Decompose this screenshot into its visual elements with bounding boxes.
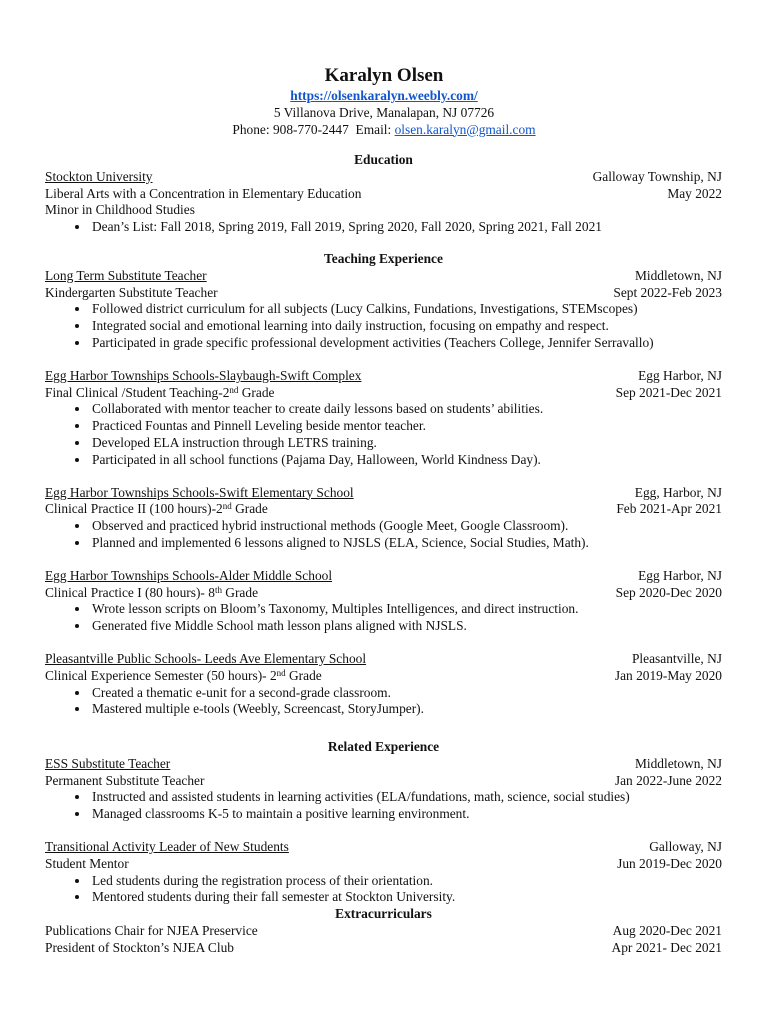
minor: Minor in Childhood Studies (45, 202, 195, 218)
list-item: • Collaborated with mentor teacher to create daily lessons based on students’ abilities. (90, 401, 722, 418)
entry-dates: Sep 2021-Dec 2021 (615, 384, 722, 400)
extracurricular-item (45, 940, 722, 957)
entry-location: Pleasantville, NJ (631, 650, 722, 666)
extracurricular-title: President of Stockton’s NJEA Club (45, 939, 234, 955)
entry-bullets (45, 789, 722, 823)
list-item: • Followed district curriculum for all subjects (Lucy Calkins, Fundations, Investigations, STEMscopes) (90, 301, 722, 318)
degree: Liberal Arts with a Concentration in Elementary Education (45, 185, 362, 201)
list-item: • Participated in all school functions (Pajama Day, Halloween, World Kindness Day). (90, 452, 722, 469)
list-item: • Participated in grade specific professional development activities (Teachers College, Jennifer Serravallo) (90, 335, 722, 352)
entry-dates: Sept 2022-Feb 2023 (613, 284, 722, 300)
address: 5 Villanova Drive, Manalapan, NJ 07726 (273, 104, 495, 120)
related-section (45, 739, 722, 957)
candidate-name: Karalyn Olsen (324, 65, 444, 86)
entry-bullets (45, 601, 722, 635)
entry-org: Long Term Substitute Teacher (45, 267, 207, 283)
experience-entry (45, 839, 722, 906)
entry-role: Clinical Experience Semester (50 hours)- 2nd Grade (45, 667, 322, 683)
list-item: • Wrote lesson scripts on Bloom’s Taxonomy, Multiples Intelligences, and direct instruction. (90, 601, 722, 618)
list-item: • Managed classrooms K-5 to maintain a positive learning environment. (90, 806, 722, 823)
entry-bullets (45, 873, 722, 907)
experience-entry (45, 268, 722, 352)
extracurricular-title: Publications Chair for NJEA Preservice (45, 922, 258, 938)
entry-org: Egg Harbor Townships Schools-Alder Middle School (45, 567, 333, 583)
entry-dates: Jan 2019-May 2020 (614, 667, 722, 683)
entry-role: Permanent Substitute Teacher (45, 772, 205, 788)
entry-location: Egg, Harbor, NJ (634, 484, 722, 500)
entry-bullets (45, 301, 722, 351)
experience-entry (45, 568, 722, 635)
education-section (45, 152, 722, 236)
entry-dates: Sep 2020-Dec 2020 (615, 584, 722, 600)
graduation-date: May 2022 (667, 185, 722, 201)
list-item: • Integrated social and emotional learning into daily instruction, focusing on empathy and respect. (90, 318, 722, 335)
entry-dates: Feb 2021-Apr 2021 (616, 501, 722, 517)
entry-org: ESS Substitute Teacher (45, 755, 171, 771)
school-name: Stockton University (45, 168, 153, 184)
school-location: Galloway Township, NJ (592, 168, 722, 184)
list-item: • Generated five Middle School math lesson plans aligned with NJSLS. (90, 618, 722, 635)
entry-dates: Jun 2019-Dec 2020 (617, 855, 722, 871)
entry-location: Galloway, NJ (649, 838, 722, 854)
entry-org: Egg Harbor Townships Schools-Swift Elementary School (45, 484, 354, 500)
entry-org: Pleasantville Public Schools- Leeds Ave Elementary School (45, 650, 367, 666)
entry-org: Transitional Activity Leader of New Students (45, 838, 289, 854)
entry-role: Student Mentor (45, 855, 129, 871)
list-item: • Planned and implemented 6 lessons aligned to NJSLS (ELA, Science, Social Studies, Math). (90, 535, 722, 552)
list-item: • Instructed and assisted students in learning activities (ELA/fundations, math, science, social studies) (90, 789, 722, 806)
phone-label: Phone: (232, 121, 270, 137)
experience-entry (45, 368, 722, 469)
entry-role: Clinical Practice II (100 hours)-2nd Grade (45, 501, 268, 517)
extracurricular-dates: Aug 2020-Dec 2021 (612, 922, 722, 938)
entry-role: Kindergarten Substitute Teacher (45, 284, 218, 300)
entry-location: Middletown, NJ (634, 755, 722, 771)
entry-dates: Jan 2022-June 2022 (614, 772, 722, 788)
education-bullets (45, 219, 722, 236)
contact-line (0, 122, 768, 139)
experience-entry (45, 756, 722, 823)
extracurricular-dates: Apr 2021- Dec 2021 (611, 939, 722, 955)
related-heading: Related Experience (327, 739, 440, 754)
email-link[interactable]: olsen.karalyn@gmail.com (394, 121, 536, 137)
entry-bullets (45, 685, 722, 719)
experience-entry (45, 485, 722, 552)
list-item: • Dean’s List: Fall 2018, Spring 2019, Fall 2019, Spring 2020, Fall 2020, Spring 2021, Fall 2021 (90, 219, 722, 236)
extracurricular-item (45, 923, 722, 940)
entry-role: Final Clinical /Student Teaching-2nd Grade (45, 384, 275, 400)
phone-number: 908-770-2447 (272, 121, 349, 137)
website-link[interactable]: https://olsenkaralyn.weebly.com/ (290, 88, 478, 103)
teaching-section (45, 251, 722, 718)
list-item: • Mastered multiple e-tools (Weebly, Screencast, StoryJumper). (90, 701, 722, 718)
entry-org: Egg Harbor Townships Schools-Slaybaugh-Swift Complex (45, 367, 362, 383)
resume-header (0, 64, 768, 138)
list-item: • Observed and practiced hybrid instructional methods (Google Meet, Google Classroom). (90, 518, 722, 535)
list-item: • Practiced Fountas and Pinnell Leveling beside mentor teacher. (90, 418, 722, 435)
education-degree-row (45, 186, 722, 203)
experience-entry (45, 651, 722, 718)
entry-bullets (45, 518, 722, 552)
entry-role: Clinical Practice I (80 hours)- 8th Grade (45, 584, 259, 600)
extracurriculars-heading: Extracurriculars (335, 906, 432, 922)
list-item: • Created a thematic e-unit for a second-grade classroom. (90, 685, 722, 702)
list-item: • Developed ELA instruction through LETRS training. (90, 435, 722, 452)
entry-bullets (45, 401, 722, 468)
list-item: • Led students during the registration process of their orientation. (90, 873, 722, 890)
entry-location: Middletown, NJ (634, 267, 722, 283)
education-heading: Education (354, 152, 413, 167)
list-item: • Mentored students during their fall semester at Stockton University. (90, 889, 722, 906)
entry-location: Egg Harbor, NJ (638, 567, 722, 583)
education-school-row (45, 169, 722, 186)
teaching-heading: Teaching Experience (324, 251, 443, 266)
email-label: Email: (355, 121, 392, 137)
entry-location: Egg Harbor, NJ (638, 367, 722, 383)
